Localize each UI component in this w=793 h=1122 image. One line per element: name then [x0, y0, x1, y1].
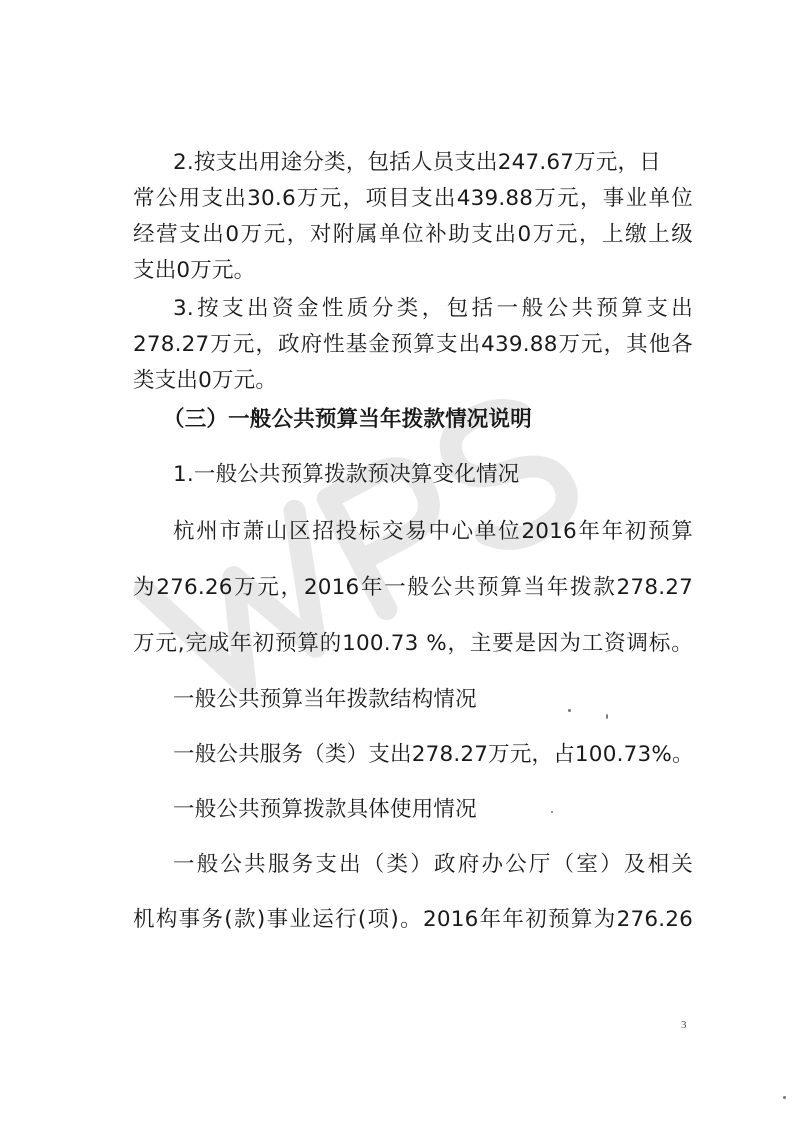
subsection-heading: 一般公共预算当年拨款结构情况 [173, 687, 477, 712]
paragraph-line: 一般公共服务（类）支出278.27万元，占100.73%。 [173, 742, 694, 767]
paragraph-line: 3.按支出资金性质分类，包括一般公共预算支出 [173, 296, 693, 321]
paragraph-line: 常公用支出30.6万元，项目支出439.88万元，事业单位 [133, 186, 693, 211]
subsection-heading: 1.一般公共预算拨款预决算变化情况 [173, 462, 520, 487]
scan-speck [783, 1096, 786, 1099]
paragraph-line: 万元,完成年初预算的100.73 %，主要是因为工资调标。 [133, 631, 693, 656]
subsection-heading: 一般公共预算拨款具体使用情况 [173, 797, 477, 822]
paragraph-line: 2.按支出用途分类，包括人员支出247.67万元，日 [173, 150, 661, 175]
scan-speck [551, 811, 553, 813]
section-heading: （三）一般公共预算当年拨款情况说明 [163, 407, 532, 432]
paragraph-line: 一般公共服务支出（类）政府办公厅（室）及相关 [173, 852, 693, 877]
paragraph-line: 为276.26万元，2016年一般公共预算当年拨款278.27 [133, 575, 693, 600]
paragraph-line: 支出0万元。 [133, 258, 256, 283]
scan-speck [606, 714, 608, 719]
paragraph-line: 杭州市萧山区招投标交易中心单位2016年年初预算 [173, 519, 693, 544]
page-number: 3 [681, 1019, 687, 1031]
paragraph-line: 类支出0万元。 [133, 368, 278, 393]
paragraph-line: 278.27万元，政府性基金预算支出439.88万元，其他各 [133, 332, 693, 357]
paragraph-line: 经营支出0万元，对附属单位补助支出0万元，上缴上级 [133, 222, 693, 247]
paragraph-line: 机构事务(款)事业运行(项)。2016年年初预算为276.26 [133, 907, 693, 932]
scan-speck [568, 709, 571, 712]
